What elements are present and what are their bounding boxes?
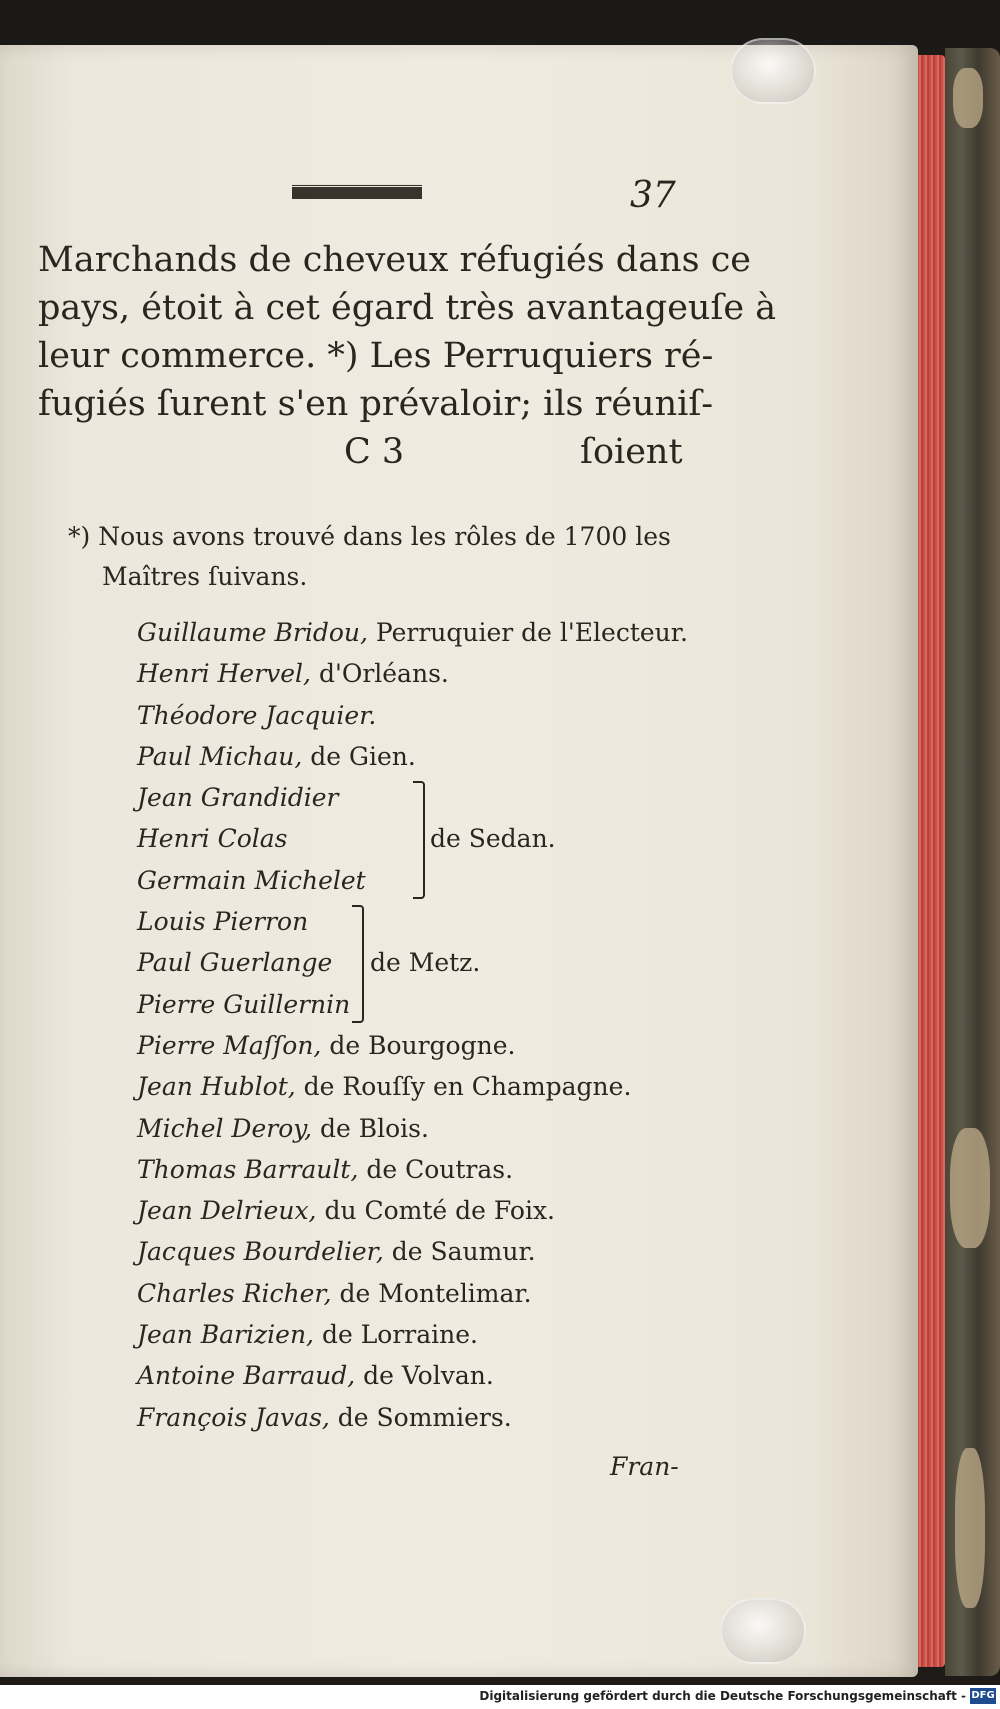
person-name: Henri Colas [137, 824, 288, 854]
person-name: Jacques Bourdelier, [137, 1237, 384, 1267]
footer-credit: Digitalisierung gefördert durch die Deutsche Forschungsgemeinschaft - [479, 1689, 966, 1703]
person-origin: de Bourgogne. [321, 1030, 516, 1060]
body-paragraph [38, 236, 777, 428]
book-cover [945, 48, 1000, 1676]
list-item [137, 1397, 688, 1438]
signature-mark: C 3 [344, 432, 405, 472]
footnote-intro [68, 517, 688, 597]
person-name: Pierre Maſſon, [137, 1030, 322, 1060]
body-line: fugiés ſurent s'en prévaloir; ils réuniſ- [38, 384, 714, 424]
person-origin: de Blois. [312, 1113, 429, 1143]
list-item [137, 1273, 688, 1314]
person-origin: du Comté de Foix. [316, 1196, 555, 1226]
person-origin: de Lorraine. [314, 1320, 479, 1350]
person-name: François Javas, [137, 1402, 330, 1432]
group-origin: de Metz. [370, 948, 481, 978]
group-origin: de Sedan. [430, 824, 556, 854]
person-name: Antoine Barraud, [137, 1361, 356, 1391]
person-name: Henri Hervel, [137, 659, 311, 689]
list-item [137, 1190, 688, 1231]
person-origin: de Montelimar. [331, 1278, 532, 1308]
list-item [137, 1231, 688, 1272]
list-item [137, 1066, 688, 1107]
catchword: ſoient [580, 432, 683, 472]
person-name: Louis Pierron [137, 907, 309, 937]
list-item [137, 1149, 688, 1190]
person-origin: Perruquier de l'Electeur. [367, 618, 688, 647]
bracket [413, 781, 425, 899]
person-name: Paul Guerlange [137, 948, 333, 978]
person-name: Germain Michelet [137, 865, 366, 895]
person-origin: de Rouſſy en Champagne. [295, 1072, 632, 1102]
list-item [137, 1108, 688, 1149]
person-origin: de Volvan. [355, 1361, 494, 1391]
names-list [137, 612, 688, 1438]
page-clip-bottom [720, 1598, 806, 1664]
body-line: Marchands de cheveux réfugiés dans ce [38, 240, 752, 280]
person-name: Charles Richer, [137, 1278, 332, 1308]
footnote-line: *) Nous avons trouvé dans les rôles de 1700 les [68, 522, 671, 551]
person-name: Jean Barizien, [137, 1320, 315, 1350]
body-line: pays, étoit à cet égard très avantageuſe à [38, 288, 777, 328]
page-clip-top [730, 38, 816, 104]
person-name: Michel Deroy, [137, 1113, 313, 1143]
list-item [137, 653, 688, 694]
person-origin: d'Orléans. [311, 659, 449, 689]
list-item [137, 612, 688, 653]
list-item [137, 695, 688, 736]
person-name: Jean Hublot, [137, 1072, 296, 1102]
dfg-logo: DFG [970, 1688, 996, 1704]
sedan-group [137, 777, 688, 901]
digitization-footer [0, 1685, 1000, 1709]
page-number: 37 [630, 175, 676, 216]
list-item [137, 736, 688, 777]
person-name: Jean Delrieux, [137, 1196, 317, 1226]
footnote-line: Maîtres ſuivans. [102, 562, 308, 591]
metz-group [137, 901, 688, 1025]
list-item [137, 1025, 688, 1066]
person-name: Thomas Barrault, [137, 1154, 359, 1184]
list-item [137, 1314, 688, 1355]
footnote-catchword: Fran- [610, 1452, 679, 1481]
body-line: leur commerce. *) Les Perruquiers ré- [38, 336, 714, 376]
person-origin: de Saumur. [383, 1237, 536, 1267]
header-rule [292, 184, 422, 199]
person-name: Théodore Jacquier. [137, 700, 377, 730]
person-name: Jean Grandidier [137, 783, 339, 813]
person-name: Pierre Guillernin [137, 989, 351, 1019]
bracket [352, 905, 364, 1023]
person-origin: de Gien. [302, 741, 416, 771]
person-name: Guillaume Bridou, [137, 618, 368, 647]
scanner-top-band [0, 0, 1000, 50]
person-origin: de Coutras. [358, 1154, 514, 1184]
list-item [137, 1355, 688, 1396]
person-origin: de Sommiers. [329, 1402, 512, 1432]
person-name: Paul Michau, [137, 741, 303, 771]
